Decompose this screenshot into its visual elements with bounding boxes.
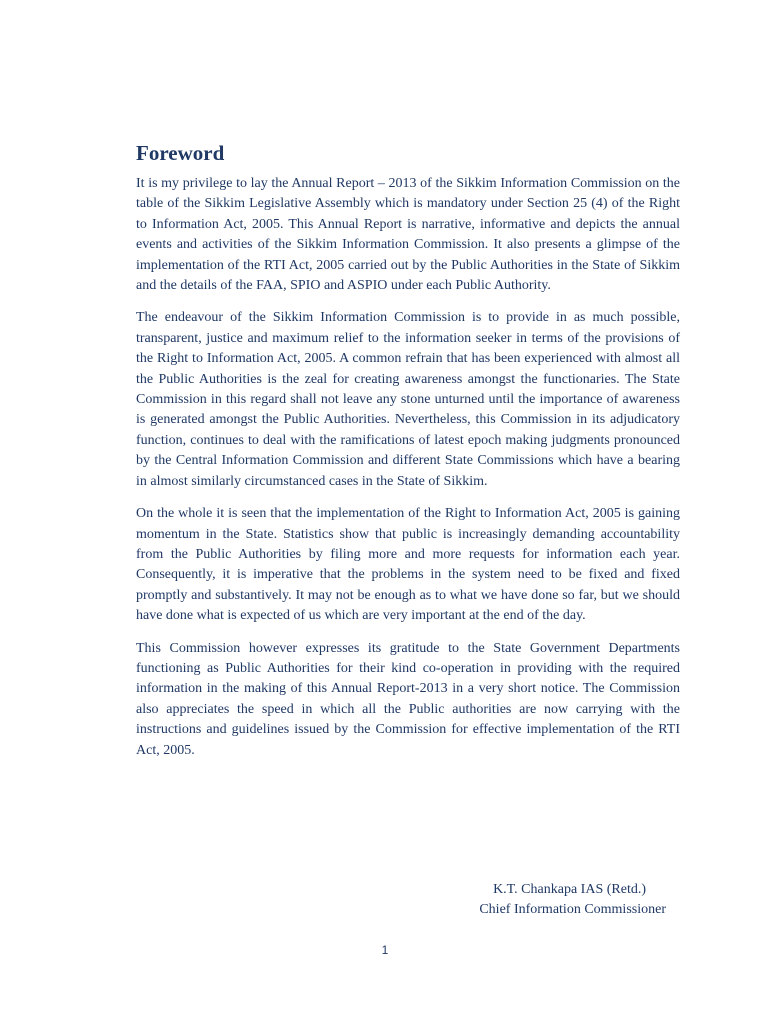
- paragraph-4: This Commission however expresses its gratitude to the State Government Departments functioning as Public Authorities for their kind co-operation in providing with the required information in the making of this Annual Report-2013 in a very short notice. The Commission also appreciates the speed in which all the Public authorities are now carrying with the instructions and guidelines issued by the Commission for effective implementation of the RTI Act, 2005.: [136, 640, 680, 758]
- foreword-section: [136, 140, 680, 773]
- signatory-title: Chief Information Commissioner: [479, 902, 666, 918]
- paragraph-2: The endeavour of the Sikkim Information Commission is to provide in as much possible, transparent, justice and maximum relief to the information seeker in terms of the provisions of the Right to Information Act, 2005. A common refrain that has been experienced with almost all the Public Authorities is the zeal for creating awareness amongst the functionaries. The State Commission in this regard shall not leave any stone unturned until the importance of awareness is generated amongst the Public Authorities. Nevertheless, this Commission in its adjudicatory function, continues to deal with the ramifications of latest epoch making judgments pronounced by the Central Information Commission and different State Commissions which have a bearing in almost similarly circumstanced cases in the State of Sikkim.: [136, 310, 680, 489]
- page-title: Foreword: [136, 141, 225, 165]
- paragraph-3: On the whole it is seen that the implementation of the Right to Information Act, 2005 is gaining momentum in the State. Statistics show that public is increasingly demanding accountability from the Public Authorities by filing more and more requests for information each year. Consequently, it is imperative that the problems in the system need to be fixed and fixed promptly and substantively. It may not be enough as to what we have done so far, but we should have done what is expected of us which are very important at the end of the day.: [136, 506, 680, 624]
- signature-block: [440, 880, 666, 921]
- paragraph-1: It is my privilege to lay the Annual Report – 2013 of the Sikkim Information Commission on the table of the Sikkim Legislative Assembly which is mandatory under Section 25 (4) of the Right to Information Act, 2005. This Annual Report is narrative, informative and depicts the annual events and activities of the Sikkim Information Commission. It also presents a glimpse of the implementation of the RTI Act, 2005 carried out by the Public Authorities in the State of Sikkim and the details of the FAA, SPIO and ASPIO under each Public Authority.: [136, 176, 680, 294]
- page-number: 1: [381, 943, 389, 957]
- signatory-name: K.T. Chankapa IAS (Retd.): [493, 882, 646, 897]
